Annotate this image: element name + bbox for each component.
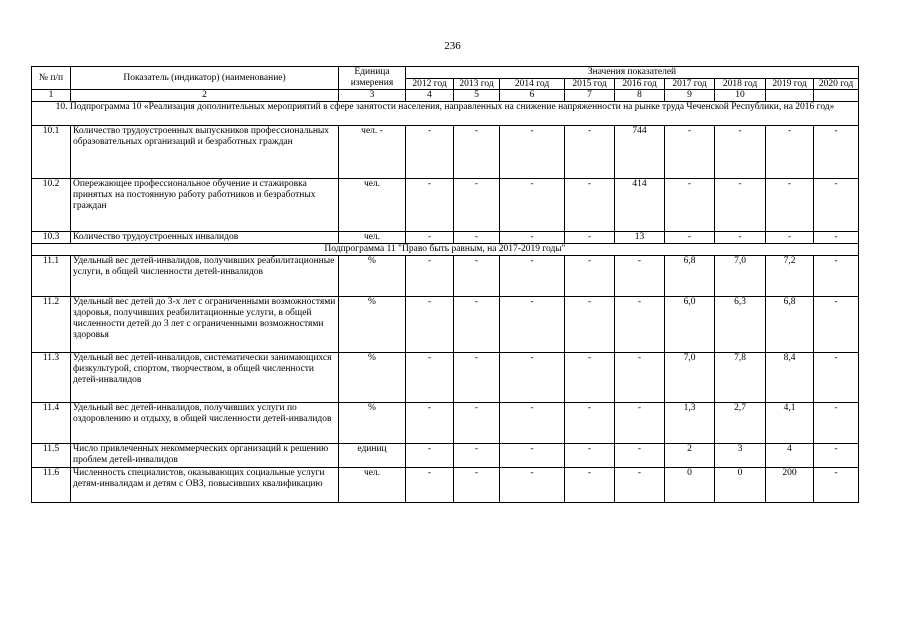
value-cell: -	[665, 126, 715, 179]
value-cell: -	[565, 126, 615, 179]
indicator-name: Число привлеченных некоммерческих организаций к решению проблем детей-инвалидов	[71, 444, 339, 468]
value-cell: -	[565, 403, 615, 444]
unit-cell: %	[339, 403, 406, 444]
value-cell: -	[814, 444, 859, 468]
column-index	[766, 90, 814, 102]
table-row	[32, 444, 859, 468]
value-cell: -	[500, 468, 565, 503]
unit-cell: чел.	[339, 468, 406, 503]
value-cell: -	[565, 297, 615, 353]
value-cell: -	[406, 256, 454, 297]
section-row	[32, 244, 859, 256]
column-index: 8	[615, 90, 665, 102]
value-cell: -	[500, 353, 565, 403]
value-cell: -	[766, 179, 814, 232]
value-cell: -	[814, 179, 859, 232]
value-cell: -	[565, 256, 615, 297]
table-row	[32, 256, 859, 297]
column-index: 5	[454, 90, 500, 102]
indicators-table	[31, 66, 859, 503]
value-cell: -	[454, 468, 500, 503]
value-cell: -	[454, 126, 500, 179]
unit-cell: единиц	[339, 444, 406, 468]
unit-cell: чел.	[339, 179, 406, 232]
section-title: 10. Подпрограмма 10 «Реализация дополнительных мероприятий в сфере занятости населения, направленных на снижение напряженности на рынке труда Чеченской Республики, на 2016 год»	[32, 102, 859, 126]
header-year: 2018 год	[715, 79, 766, 90]
value-cell: -	[454, 353, 500, 403]
value-cell: 6,8	[665, 256, 715, 297]
value-cell: 744	[615, 126, 665, 179]
header-year: 2019 год	[766, 79, 814, 90]
table-row	[32, 126, 859, 179]
value-cell: -	[454, 444, 500, 468]
column-index: 3	[339, 90, 406, 102]
unit-cell: %	[339, 353, 406, 403]
column-index: 9	[665, 90, 715, 102]
row-number: 11.6	[32, 468, 71, 503]
column-index: 1	[32, 90, 71, 102]
row-number: 11.5	[32, 444, 71, 468]
value-cell: -	[500, 403, 565, 444]
indicator-name: Количество трудоустроенных выпускников профессиональных образовательных организаций и безработных граждан	[71, 126, 339, 179]
value-cell: -	[615, 444, 665, 468]
value-cell: -	[406, 444, 454, 468]
value-cell: -	[814, 468, 859, 503]
value-cell: -	[615, 353, 665, 403]
value-cell: -	[814, 126, 859, 179]
header-num: № п/п	[32, 67, 71, 90]
value-cell: 4	[766, 444, 814, 468]
indicator-name: Удельный вес детей до 3-х лет с ограниченными возможностями здоровья, получивших реабилитационные услуги, в общей численности детей до 3 лет с ограниченными возможностями здоровья	[71, 297, 339, 353]
value-cell: 8,4	[766, 353, 814, 403]
value-cell: -	[500, 444, 565, 468]
unit-cell: чел. -	[339, 126, 406, 179]
value-cell: -	[715, 179, 766, 232]
value-cell: -	[406, 468, 454, 503]
value-cell: 7,0	[665, 353, 715, 403]
value-cell: -	[454, 403, 500, 444]
column-index-row	[32, 90, 859, 102]
header-unit: Единица измерения	[339, 67, 406, 90]
value-cell: -	[814, 353, 859, 403]
value-cell: 4,1	[766, 403, 814, 444]
value-cell: 200	[766, 468, 814, 503]
value-cell: -	[715, 232, 766, 244]
section-title: Подпрограмма 11 "Право быть равным, на 2017-2019 годы"	[32, 244, 859, 256]
value-cell: -	[665, 179, 715, 232]
value-cell: -	[406, 126, 454, 179]
value-cell: -	[406, 353, 454, 403]
value-cell: -	[715, 126, 766, 179]
table-header	[32, 67, 859, 90]
header-indicator: Показатель (индикатор) (наименование)	[71, 67, 339, 90]
indicator-name: Численность специалистов, оказывающих социальные услуги детям-инвалидам и детям с ОВЗ, повысивших квалификацию	[71, 468, 339, 503]
value-cell: -	[615, 468, 665, 503]
row-number: 11.3	[32, 353, 71, 403]
column-index	[814, 90, 859, 102]
value-cell: -	[814, 256, 859, 297]
value-cell: -	[615, 256, 665, 297]
unit-cell: чел.	[339, 232, 406, 244]
value-cell: -	[500, 232, 565, 244]
value-cell: -	[500, 179, 565, 232]
value-cell: -	[406, 403, 454, 444]
column-index: 2	[71, 90, 339, 102]
value-cell: -	[615, 297, 665, 353]
value-cell: 7,2	[766, 256, 814, 297]
row-number: 10.1	[32, 126, 71, 179]
header-year: 2012 год	[406, 79, 454, 90]
unit-cell: %	[339, 256, 406, 297]
table-row	[32, 403, 859, 444]
indicator-name: Удельный вес детей-инвалидов, систематически занимающихся физкультурой, спортом, творчеством, в общей численности детей-инвалидов	[71, 353, 339, 403]
value-cell: -	[454, 256, 500, 297]
header-values: Значения показателей	[406, 67, 859, 79]
table-row	[32, 232, 859, 244]
indicator-name: Количество трудоустроенных инвалидов	[71, 232, 339, 244]
value-cell: 0	[665, 468, 715, 503]
header-year: 2015 год	[565, 79, 615, 90]
value-cell: 414	[615, 179, 665, 232]
value-cell: 2,7	[715, 403, 766, 444]
header-year: 2020 год	[814, 79, 859, 90]
value-cell: 7,0	[715, 256, 766, 297]
column-index: 7	[565, 90, 615, 102]
column-index: 10	[715, 90, 766, 102]
indicator-name: Удельный вес детей-инвалидов, получивших услуги по оздоровлению и отдыху, в общей численности детей-инвалидов	[71, 403, 339, 444]
value-cell: -	[454, 179, 500, 232]
value-cell: -	[766, 126, 814, 179]
indicator-name: Опережающее профессиональное обучение и стажировка принятых на постоянную работу работников и безработных граждан	[71, 179, 339, 232]
value-cell: -	[565, 232, 615, 244]
unit-cell: %	[339, 297, 406, 353]
value-cell: -	[454, 297, 500, 353]
header-year: 2014 год	[500, 79, 565, 90]
row-number: 11.1	[32, 256, 71, 297]
value-cell: -	[406, 297, 454, 353]
section-row	[32, 102, 859, 126]
value-cell: -	[565, 444, 615, 468]
column-index: 6	[500, 90, 565, 102]
row-number: 10.3	[32, 232, 71, 244]
row-number: 10.2	[32, 179, 71, 232]
value-cell: -	[615, 403, 665, 444]
value-cell: -	[454, 232, 500, 244]
table-row	[32, 179, 859, 232]
value-cell: 2	[665, 444, 715, 468]
value-cell: -	[814, 403, 859, 444]
value-cell: -	[406, 179, 454, 232]
value-cell: -	[500, 126, 565, 179]
value-cell: -	[814, 232, 859, 244]
value-cell: -	[565, 353, 615, 403]
page-number: 236	[444, 40, 461, 52]
header-year: 2017 год	[665, 79, 715, 90]
value-cell: 1,3	[665, 403, 715, 444]
value-cell: 7,8	[715, 353, 766, 403]
value-cell: -	[665, 232, 715, 244]
value-cell: -	[565, 468, 615, 503]
table-row	[32, 297, 859, 353]
table-body	[32, 90, 859, 503]
table-row	[32, 353, 859, 403]
table-row	[32, 468, 859, 503]
value-cell: -	[814, 297, 859, 353]
value-cell: -	[406, 232, 454, 244]
value-cell: 6,3	[715, 297, 766, 353]
value-cell: 6,0	[665, 297, 715, 353]
column-index: 4	[406, 90, 454, 102]
row-number: 11.2	[32, 297, 71, 353]
indicator-name: Удельный вес детей-инвалидов, получивших реабилитационные услуги, в общей численности детей-инвалидов	[71, 256, 339, 297]
value-cell: 0	[715, 468, 766, 503]
header-year: 2013 год	[454, 79, 500, 90]
row-number: 11.4	[32, 403, 71, 444]
header-year: 2016 год	[615, 79, 665, 90]
value-cell: 3	[715, 444, 766, 468]
value-cell: -	[500, 256, 565, 297]
value-cell: -	[766, 232, 814, 244]
value-cell: -	[565, 179, 615, 232]
value-cell: 6,8	[766, 297, 814, 353]
value-cell: -	[500, 297, 565, 353]
value-cell: 13	[615, 232, 665, 244]
